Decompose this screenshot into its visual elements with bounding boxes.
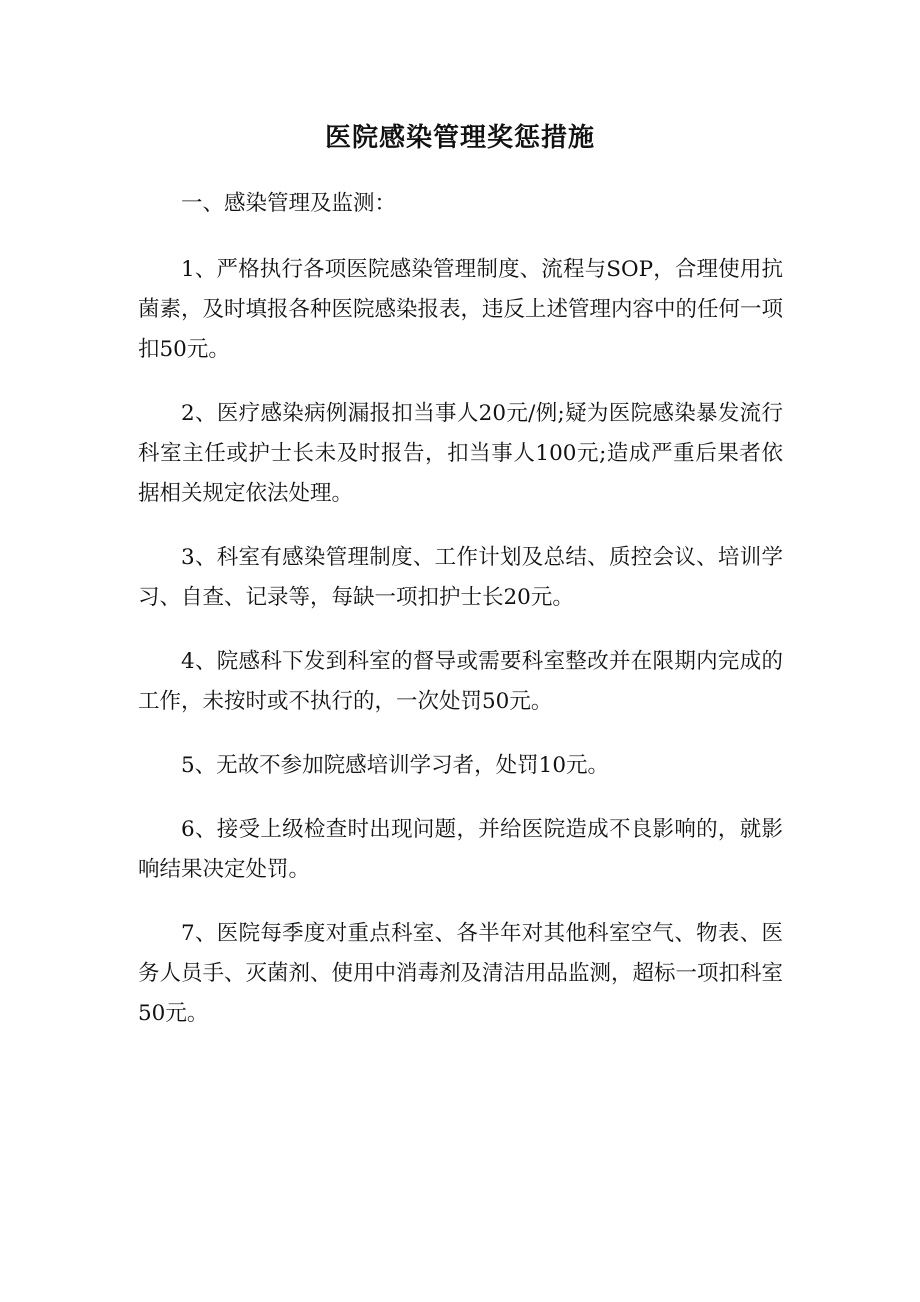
rule-item-6: 6、接受上级检查时出现问题，并给医院造成不良影响的，就影响结果决定处罚。 <box>138 817 783 882</box>
document-body <box>138 184 783 1058</box>
rule-item-3: 3、科室有感染管理制度、工作计划及总结、质控会议、培训学习、自查、记录等，每缺一项扣护士长20元。 <box>138 545 783 610</box>
rule-item-2: 2、医疗感染病例漏报扣当事人20元/例;疑为医院感染暴发流行科室主任或护士长未及时报告，扣当事人100元;造成严重后果者依据相关规定依法处理。 <box>138 401 783 506</box>
section-heading: 一、感染管理及监测： <box>181 191 397 216</box>
document-title: 医院感染管理奖惩措施 <box>324 123 595 153</box>
rule-item-4: 4、院感科下发到科室的督导或需要科室整改并在限期内完成的工作，未按时或不执行的，一次处罚50元。 <box>138 649 783 714</box>
rule-item-1: 1、严格执行各项医院感染管理制度、流程与SOP，合理使用抗菌素，及时填报各种医院感染报表，违反上述管理内容中的任何一项扣50元。 <box>138 257 784 362</box>
rule-item-5: 5、无故不参加院感培训学习者，处罚10元。 <box>181 753 610 778</box>
rule-item-7: 7、医院每季度对重点科室、各半年对其他科室空气、物表、医务人员手、灭菌剂、使用中消毒剂及清洁用品监测，超标一项扣科室50元。 <box>138 921 784 1026</box>
